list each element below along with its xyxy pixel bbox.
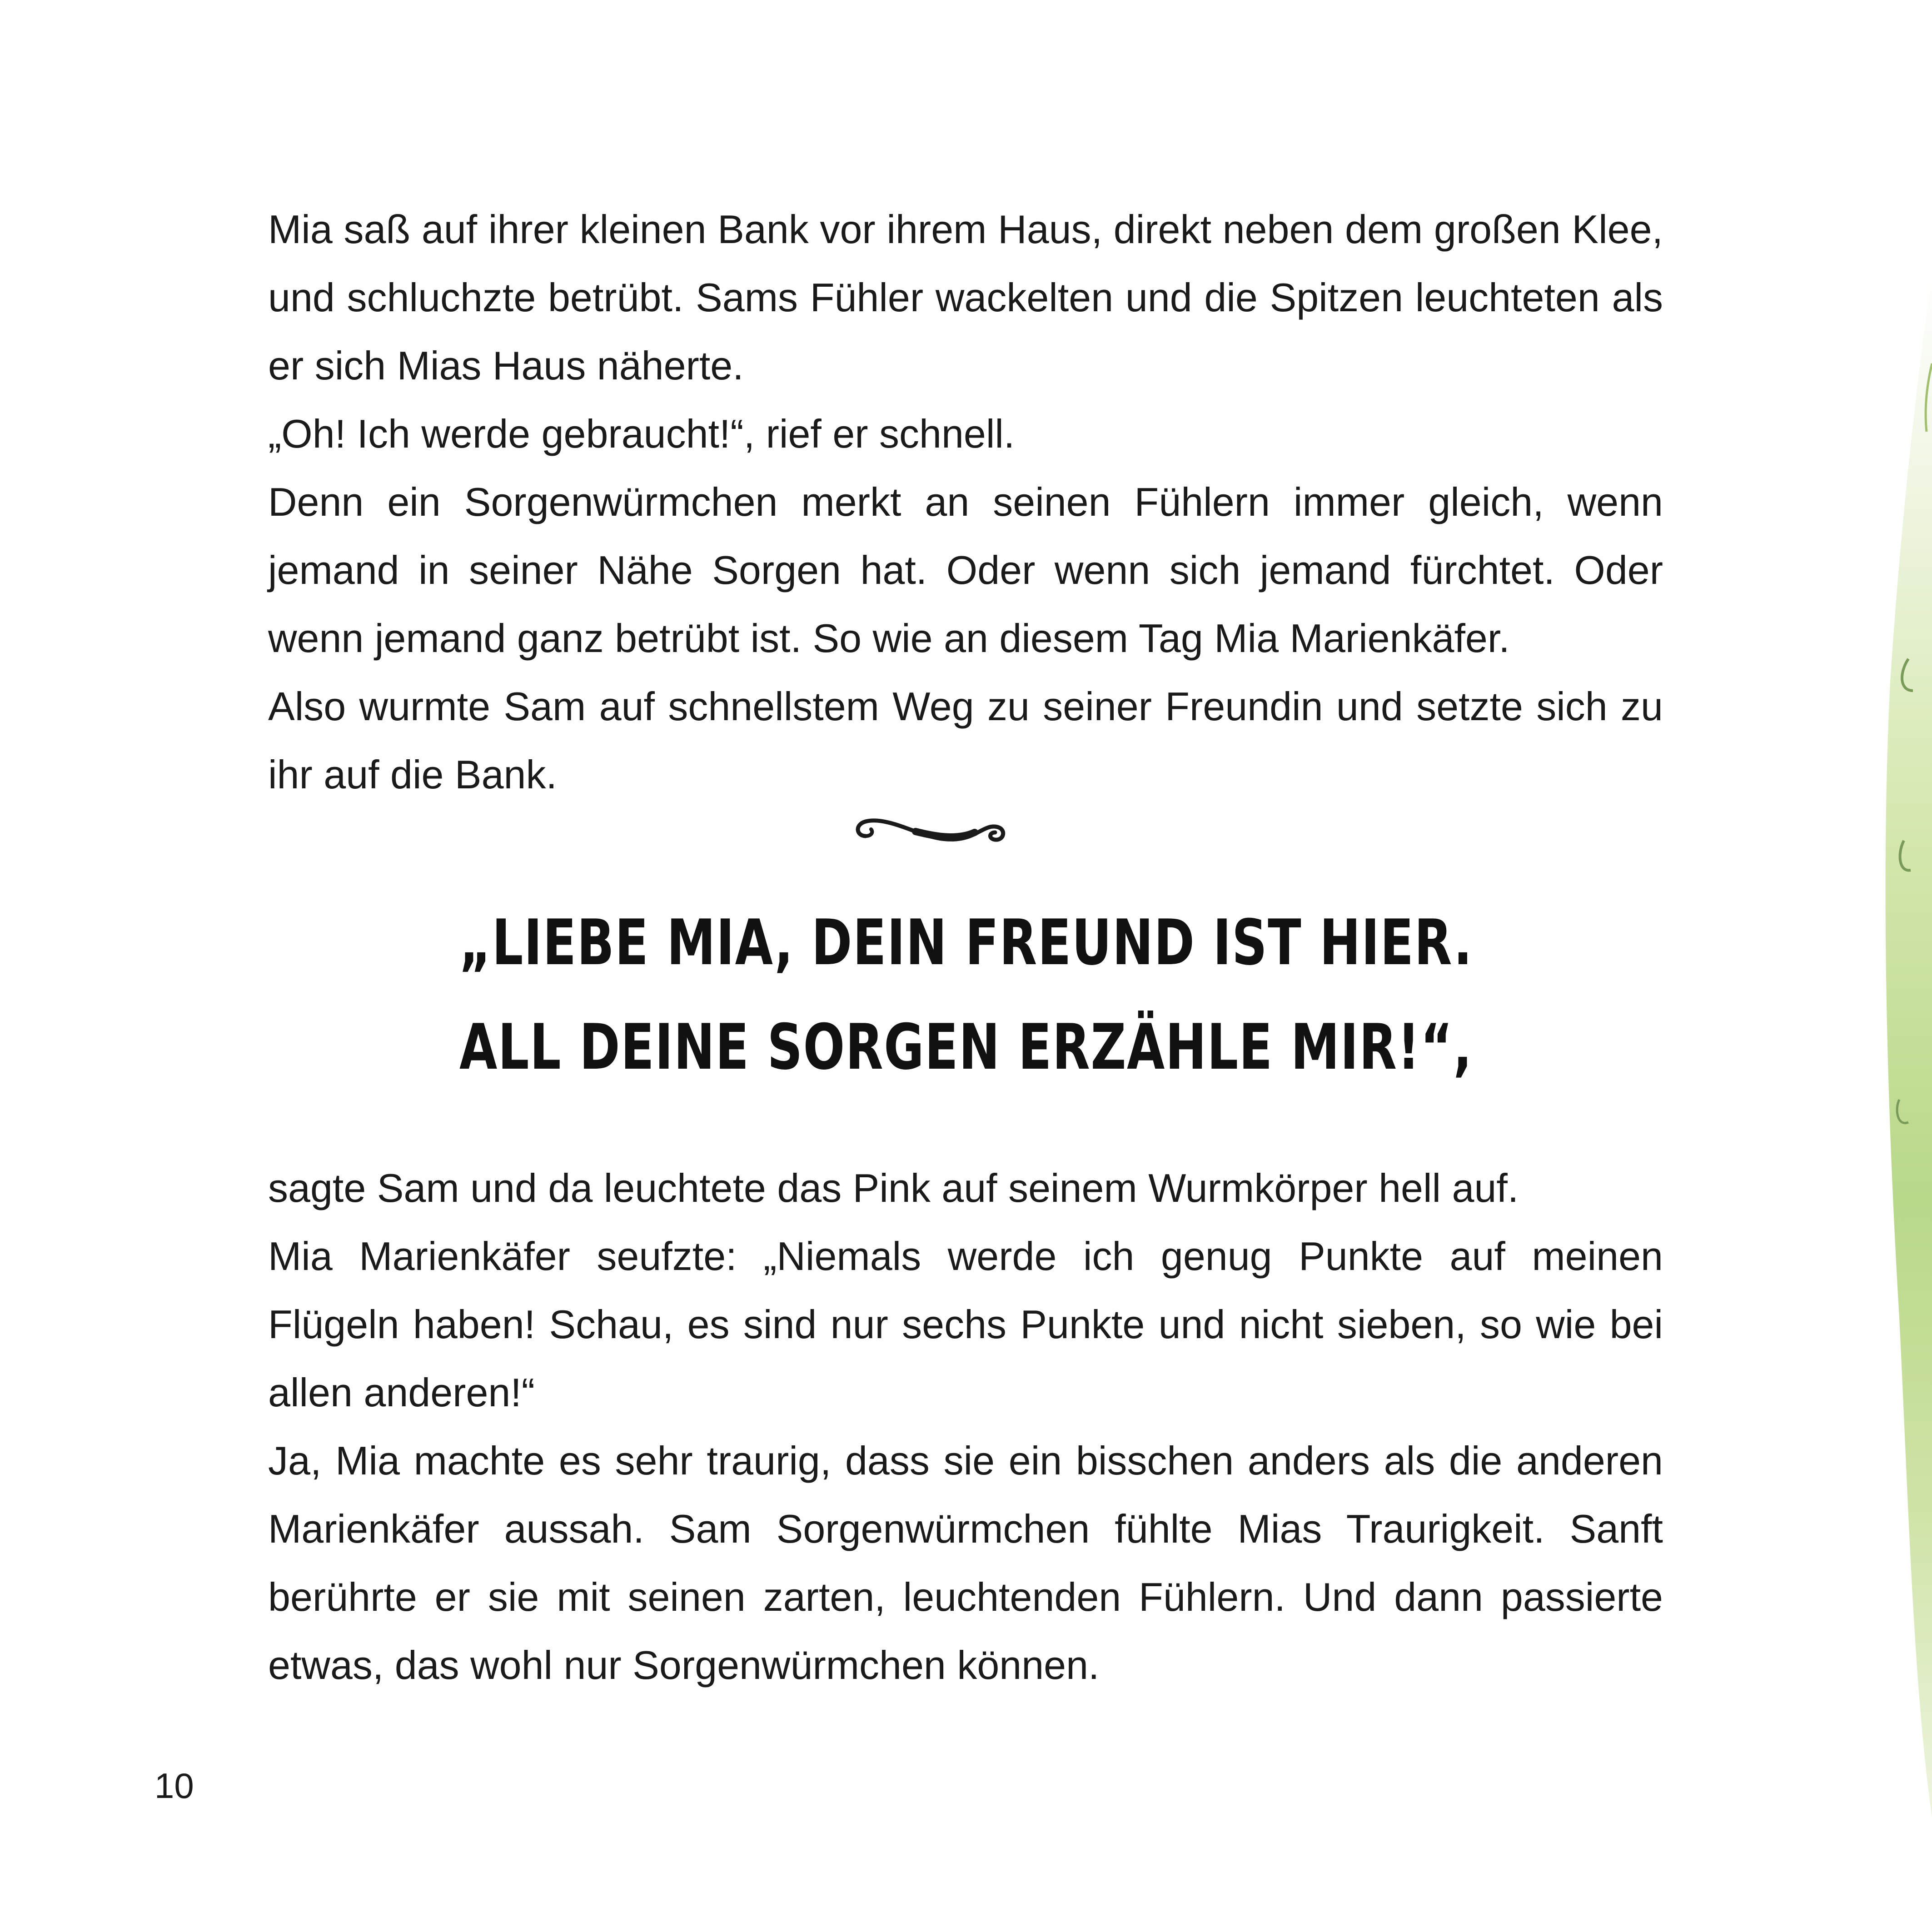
story-text-top bbox=[268, 195, 1663, 809]
swirl-ornament-icon bbox=[847, 804, 1011, 854]
paragraph: Denn ein Sorgenwürmchen merkt an seinen Fühlern immer gleich, wenn jemand in seiner Nähe Sorgen hat. Oder wenn sich jemand fürchtet. Oder wenn jemand ganz betrübt ist. So wie an diesem Tag Mia Marienkäfer. bbox=[268, 479, 1663, 661]
paragraph: Mia Marienkäfer seufzte: „Niemals werde ich genug Punkte auf meinen Flügeln haben! Schau, es sind nur sechs Punkte und nicht sieben, so wie bei allen anderen!“ bbox=[268, 1234, 1663, 1415]
paragraph: sagte Sam und da leuchtete das Pink auf seinem Wurmkörper hell auf. bbox=[268, 1165, 1519, 1210]
leaf-illustration-edge bbox=[1872, 0, 1932, 1932]
callout-line-1: „LIEBE MIA, DEIN FREUND IST HIER. bbox=[459, 906, 1473, 979]
callout-line-2: ALL DEINE SORGEN ERZÄHLE MIR!“, bbox=[459, 1011, 1473, 1084]
paragraph: „Oh! Ich werde gebraucht!“, rief er schnell. bbox=[268, 411, 1015, 456]
page-number: 10 bbox=[154, 1766, 194, 1806]
speech-callout bbox=[213, 891, 1720, 1100]
paragraph: Mia saß auf ihrer kleinen Bank vor ihrem Haus, direkt neben dem großen Klee, und schluchzte betrübt. Sams Fühler wackelten und die Spitzen leuchteten als er sich Mias Haus näherte. bbox=[268, 207, 1663, 388]
paragraph: Ja, Mia machte es sehr traurig, dass sie ein bisschen anders als die anderen Marienkäfer aussah. Sam Sorgenwürmchen fühlte Mias Traurigkeit. Sanft berührte er sie mit seinen zarten, leuchtenden Fühlern. Und dann passierte etwas, das wohl nur Sorgenwürmchen können. bbox=[268, 1438, 1663, 1688]
paragraph: Also wurmte Sam auf schnellstem Weg zu seiner Freundin und setzte sich zu ihr auf die Bank. bbox=[268, 684, 1663, 797]
story-text-bottom bbox=[268, 1154, 1663, 1699]
